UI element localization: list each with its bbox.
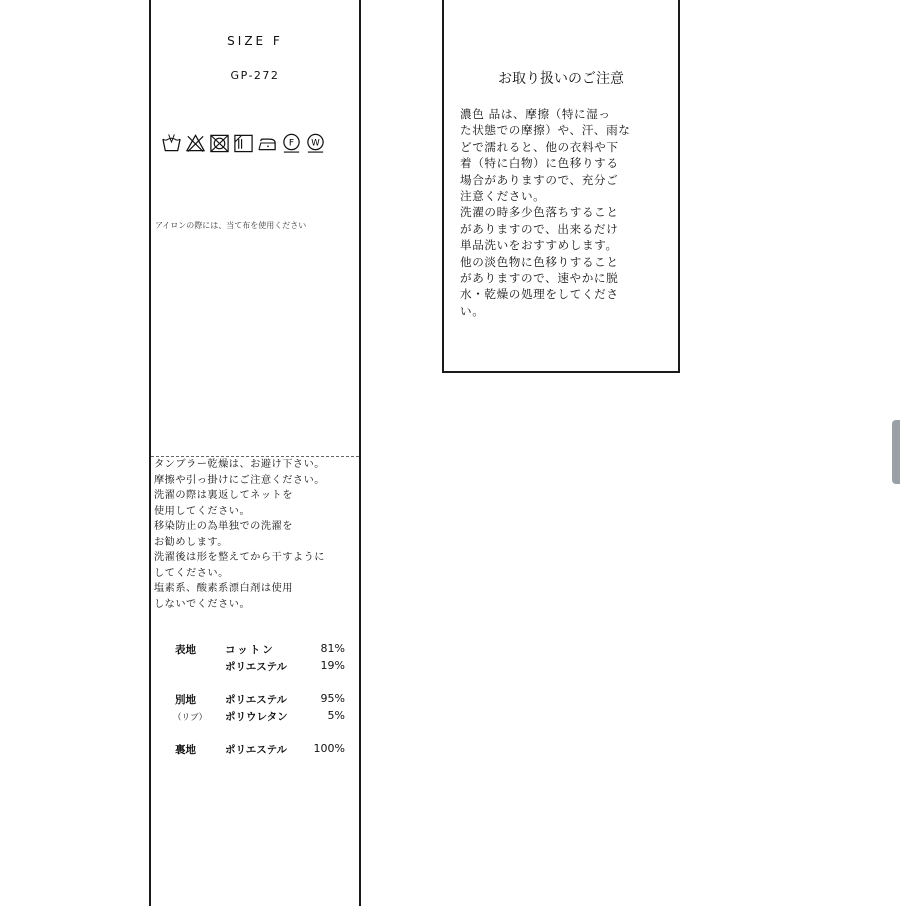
wash-40-icon: [161, 132, 182, 154]
caution-line: い。: [460, 303, 485, 318]
fabric-part-label: 裏地: [175, 744, 196, 756]
caution-line: 水・乾燥の処理をしてくださ: [460, 287, 619, 302]
caution-title: お取り扱いのご注意: [498, 71, 624, 87]
note-line: 塩素系、酸素系漂白剤は使用: [154, 583, 293, 594]
caution-line: 着（特に白物）に色移りする: [460, 156, 619, 171]
fabric-material: ポリエステル: [225, 744, 288, 756]
fabric-percent: 100%: [313, 742, 345, 755]
caution-line: がありますので、出来るだけ: [460, 221, 619, 236]
fabric-row: [163, 709, 353, 726]
caution-line: 単品洗いをおすすめします。: [460, 238, 618, 253]
fabric-percent: 19%: [320, 659, 345, 672]
fabric-row: [163, 642, 353, 659]
no-bleach-icon: [185, 132, 206, 154]
svg-text:W: W: [311, 138, 320, 149]
caution-line: 洗濯の時多少色落ちすること: [460, 205, 619, 220]
svg-text:F: F: [288, 138, 295, 149]
fabric-percent: 81%: [320, 642, 345, 655]
fabric-row: [163, 692, 353, 709]
caution-line: がありますので、速やかに脱: [460, 271, 619, 286]
line-dry-icon: [233, 132, 254, 154]
fabric-part-label: 表地: [175, 644, 196, 656]
note-line: 移染防止の為単独での洗濯を: [154, 521, 293, 532]
fabric-material: ポリエステル: [225, 694, 288, 706]
caution-line: 濃色 品は、摩擦（特に湿っ: [460, 107, 611, 121]
scroll-handle[interactable]: [892, 420, 900, 484]
care-label-left: [149, 0, 361, 906]
note-line: 摩擦や引っ掛けにご注意ください。: [154, 474, 325, 486]
fabric-row: [163, 742, 353, 759]
fabric-material: ポリウレタン: [225, 711, 288, 723]
caution-line: どで濡れると、他の衣料や下: [460, 139, 619, 154]
caution-line: 他の淡色物に色移りすること: [460, 254, 619, 269]
note-line: お勧めします。: [154, 536, 228, 548]
fabric-material: ポリエステル: [225, 661, 288, 673]
note-line: 使用してください。: [154, 505, 251, 517]
caution-body: [460, 106, 675, 319]
no-tumble-dry-icon: [209, 132, 230, 154]
iron-note: アイロンの際には、当て布を使用ください: [155, 221, 307, 230]
caution-line: た状態での摩擦）や、汗、雨な: [460, 123, 631, 138]
fabric-percent: 95%: [320, 692, 345, 705]
fabric-percent: 5%: [327, 709, 345, 722]
model-number: GP-272: [230, 69, 280, 82]
fabric-row: [163, 659, 353, 676]
note-line: 洗濯の際は裏返してネットを: [154, 490, 293, 501]
note-line: してください。: [154, 567, 229, 579]
fabric-composition: [163, 642, 353, 759]
caution-line: 場合がありますので、充分ご: [460, 172, 619, 187]
washing-notes: [154, 457, 359, 612]
size-text: SIZE F: [227, 34, 283, 48]
care-symbols: [161, 132, 326, 154]
note-line: しないでください。: [154, 598, 251, 610]
fabric-material: コットン: [225, 644, 275, 656]
fabric-part-label: 別地: [175, 694, 196, 706]
wet-clean-w-icon: [305, 132, 326, 154]
caution-line: 注意ください。: [460, 189, 546, 204]
care-label-right: [442, 0, 680, 373]
note-line: タンブラー乾燥は、お避け下さい。: [154, 459, 325, 470]
iron-low-icon: [257, 132, 278, 154]
fabric-part-sublabel: （リブ）: [173, 713, 208, 723]
note-line: 洗濯後は形を整えてから干すように: [154, 552, 325, 563]
dry-clean-f-icon: [281, 132, 302, 154]
